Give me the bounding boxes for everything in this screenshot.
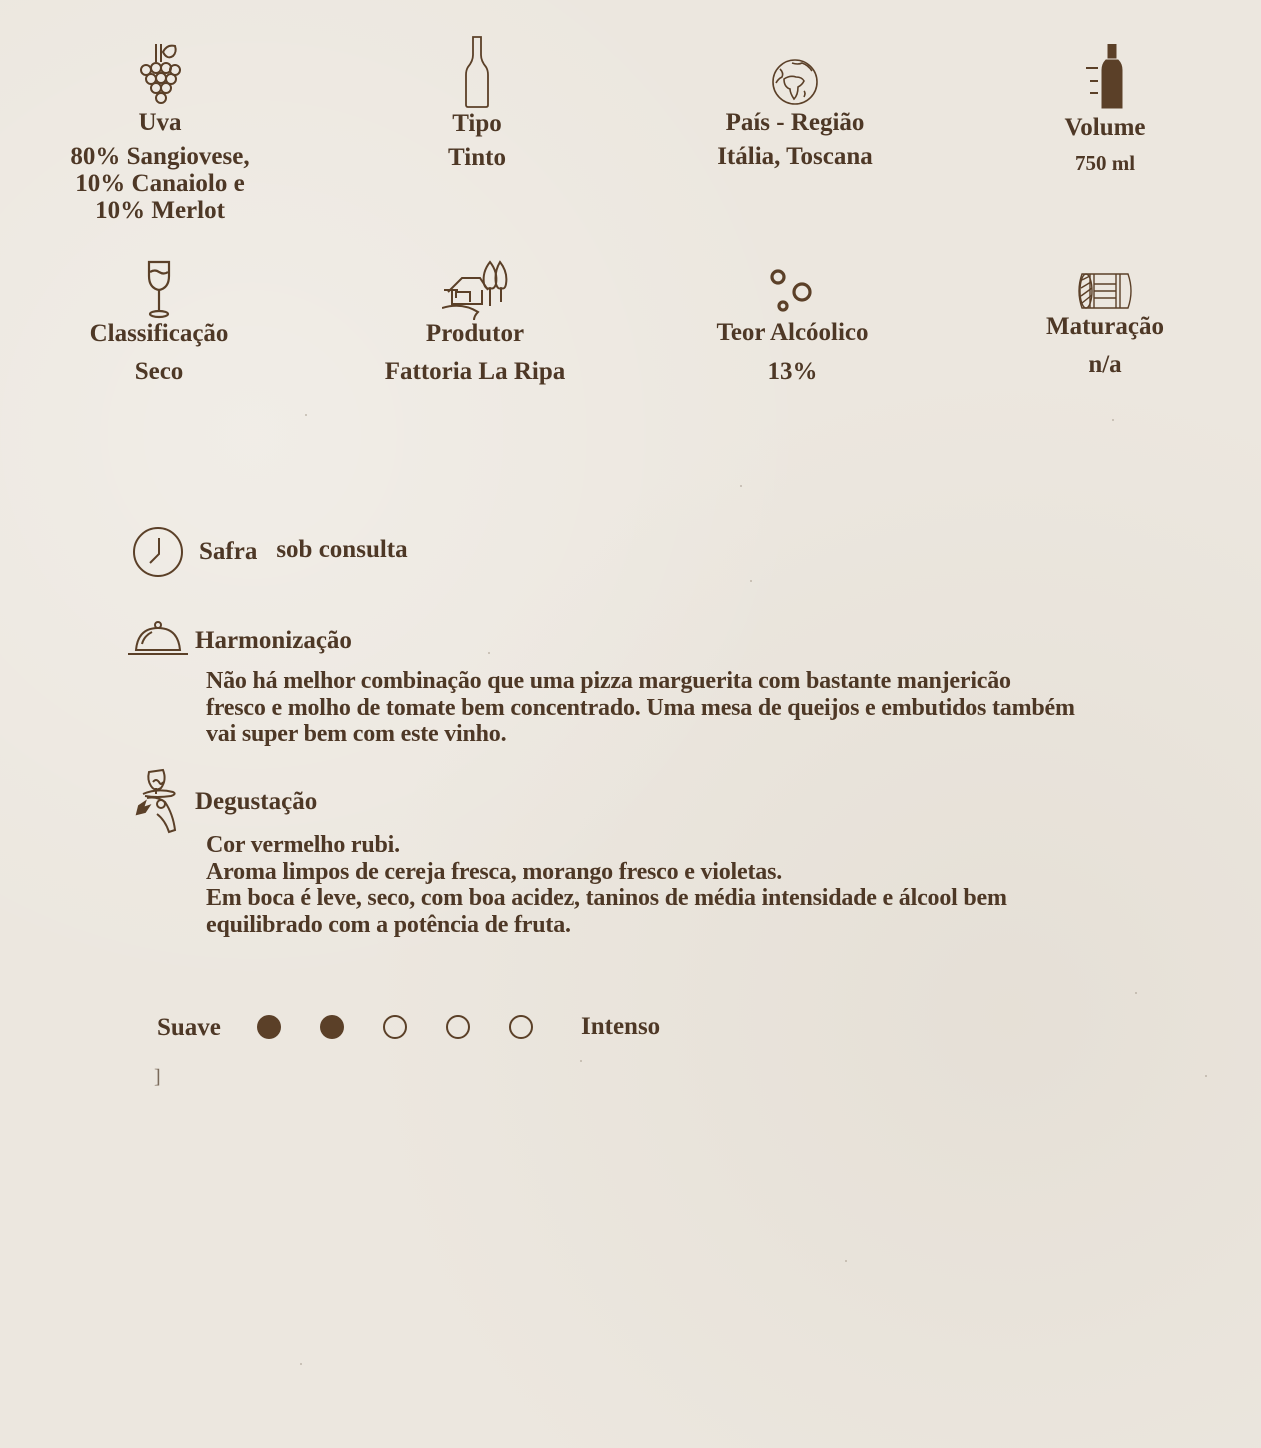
safra-row	[132, 526, 408, 578]
text-line: vai super bem com este vinho.	[206, 721, 507, 747]
globe-icon	[770, 57, 820, 107]
spec-classificacao	[59, 260, 259, 385]
degustacao-text	[206, 832, 1007, 938]
value-line: 10% Canaiolo e	[75, 170, 245, 197]
degustacao-header	[133, 768, 317, 836]
grape-icon	[137, 42, 183, 108]
safra-label: Safra	[199, 538, 258, 565]
spec-label: Maturação	[1045, 313, 1165, 340]
spec-value	[370, 358, 580, 385]
stray-mark: ]	[154, 1066, 161, 1088]
spec-teor	[690, 268, 895, 385]
spec-label: Classificação	[89, 320, 229, 347]
spec-label: País - Região	[725, 109, 865, 136]
spec-value	[60, 143, 260, 224]
text-line: Aroma limpos de cereja fresca, morango fresco e violetas.	[206, 858, 783, 885]
harmonizacao-text	[206, 668, 1075, 748]
spec-label: Uva	[138, 109, 182, 136]
harmonizacao-header	[128, 620, 352, 656]
text-line: Não há melhor combinação que uma pizza marguerita com bastante manjericão	[206, 668, 1011, 694]
intensity-dot-empty	[383, 1015, 407, 1039]
text-line: fresco e molho de tomate bem concentrado. Uma mesa de queijos e embutidos também	[206, 694, 1075, 721]
value-line: Seco	[134, 358, 184, 385]
text-line: equilibrado com a potência de fruta.	[206, 911, 571, 938]
value-line: Itália, Toscana	[717, 143, 873, 170]
farm-icon	[442, 258, 508, 320]
spec-volume	[1005, 44, 1205, 177]
value-line: 10% Merlot	[95, 197, 225, 224]
spec-tipo	[377, 35, 577, 171]
wine-glass-icon	[146, 260, 172, 320]
spec-uva	[60, 42, 260, 224]
spec-value	[59, 358, 259, 385]
spec-label: Volume	[1064, 114, 1146, 141]
spec-value	[1005, 150, 1205, 177]
degustacao-title: Degustação	[195, 788, 318, 815]
spec-value	[680, 143, 910, 170]
clock-icon	[132, 526, 184, 578]
text-line: Em boca é leve, seco, com boa acidez, taninos de média intensidade e álcool bem	[206, 885, 1007, 911]
intensity-dot-empty	[446, 1015, 470, 1039]
bottle-outline-icon	[464, 35, 490, 109]
intensity-max-label: Intenso	[581, 1013, 661, 1040]
bubbles-icon	[769, 268, 817, 314]
spec-label: Produtor	[425, 320, 525, 347]
value-line: 13%	[767, 358, 818, 385]
spec-label: Tipo	[452, 110, 502, 137]
intensity-min-label: Suave	[157, 1014, 221, 1041]
tasting-hand-icon	[133, 768, 183, 836]
cloche-icon	[128, 620, 188, 656]
spec-value	[690, 358, 895, 385]
value-line: n/a	[1088, 351, 1122, 378]
spec-label: Teor Alcóolico	[716, 319, 869, 346]
spec-value	[377, 144, 577, 171]
intensity-dot-filled	[257, 1015, 281, 1039]
intensity-dot-filled	[320, 1015, 344, 1039]
text-line: Cor vermelho rubi.	[206, 832, 400, 858]
safra-value: sob consulta	[276, 536, 408, 563]
bottle-volume-icon	[1084, 44, 1126, 110]
value-line: Fattoria La Ripa	[384, 358, 566, 385]
harmonizacao-title: Harmonização	[195, 627, 352, 654]
spec-maturacao	[1005, 270, 1205, 378]
value-line: Tinto	[448, 144, 506, 171]
value-line: 750 ml	[1074, 151, 1136, 175]
intensity-dot-empty	[509, 1015, 533, 1039]
barrel-icon	[1076, 270, 1134, 312]
value-line: 80% Sangiovese,	[70, 143, 250, 170]
spec-produtor	[370, 258, 580, 385]
spec-pais	[680, 57, 910, 170]
spec-value	[1005, 351, 1205, 378]
